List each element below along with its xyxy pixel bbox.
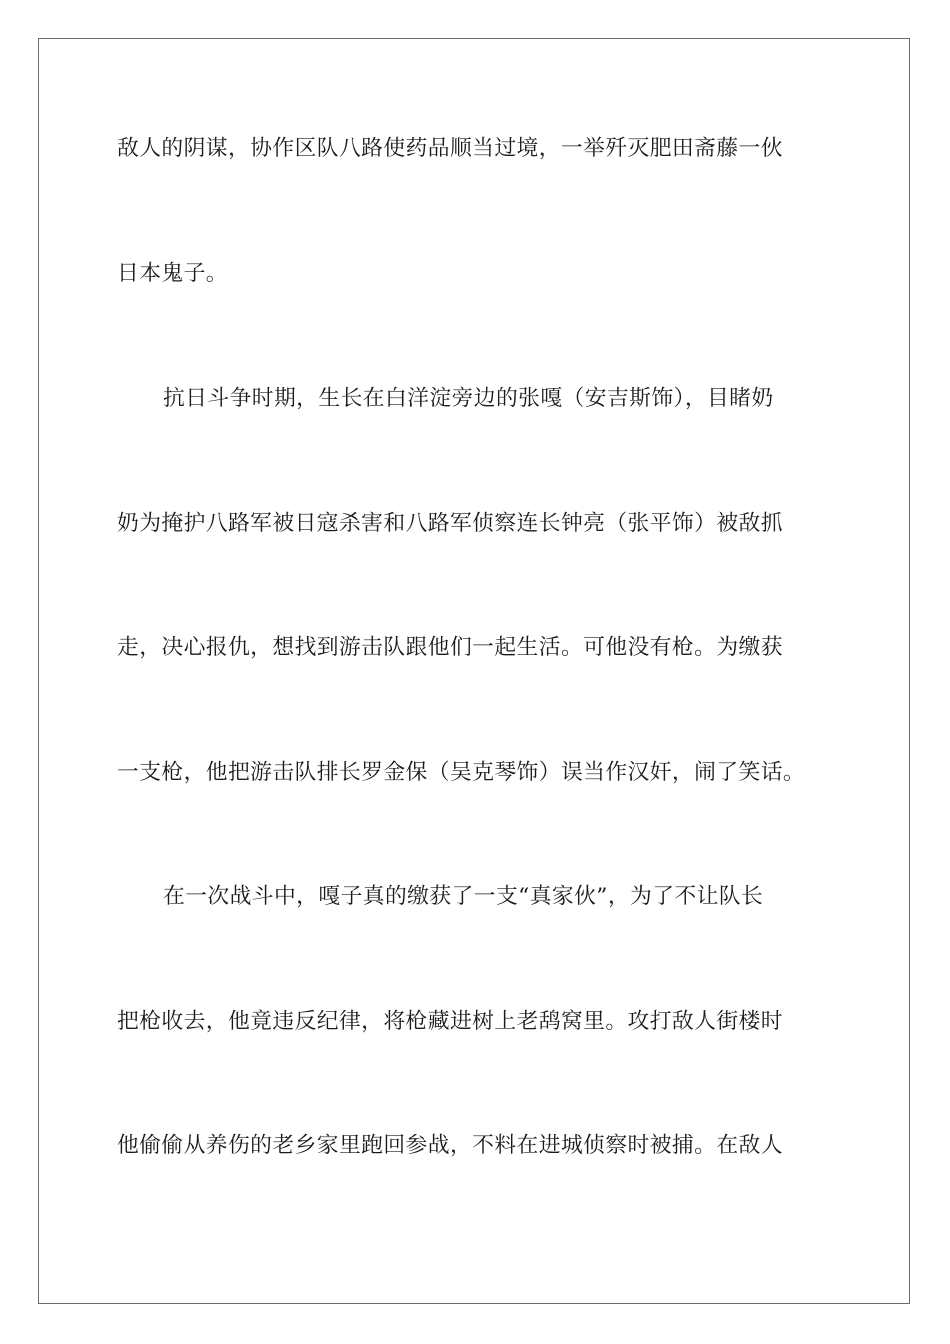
paragraph-line: 在一次战斗中，嘎子真的缴获了一支“真家伙”，为了不让队长	[163, 884, 764, 909]
paragraph-line: 一支枪，他把游击队排长罗金保（吴克琴饰）误当作汉奸，闹了笑话。	[117, 760, 806, 785]
paragraph-line: 奶为掩护八路军被日寇杀害和八路军侦察连长钟亮（张平饰）被敌抓	[117, 511, 783, 536]
paragraph-line: 他偷偷从养伤的老乡家里跑回参战，不料在进城侦察时被捕。在敌人	[117, 1133, 783, 1158]
paragraph-line: 把枪收去，他竟违反纪律，将枪藏进树上老鸹窝里。攻打敌人街楼时	[117, 1009, 783, 1034]
paragraph-line: 抗日斗争时期，生长在白洋淀旁边的张嘎（安吉斯饰），目睹奶	[163, 386, 774, 411]
paragraph-line: 日本鬼子。	[117, 261, 228, 286]
page-border	[38, 38, 910, 1304]
paragraph-line: 敌人的阴谋，协作区队八路使药品顺当过境，一举歼灭肥田斋藤一伙	[117, 136, 783, 161]
paragraph-line: 走，决心报仇，想找到游击队跟他们一起生活。可他没有枪。为缴获	[117, 635, 783, 660]
